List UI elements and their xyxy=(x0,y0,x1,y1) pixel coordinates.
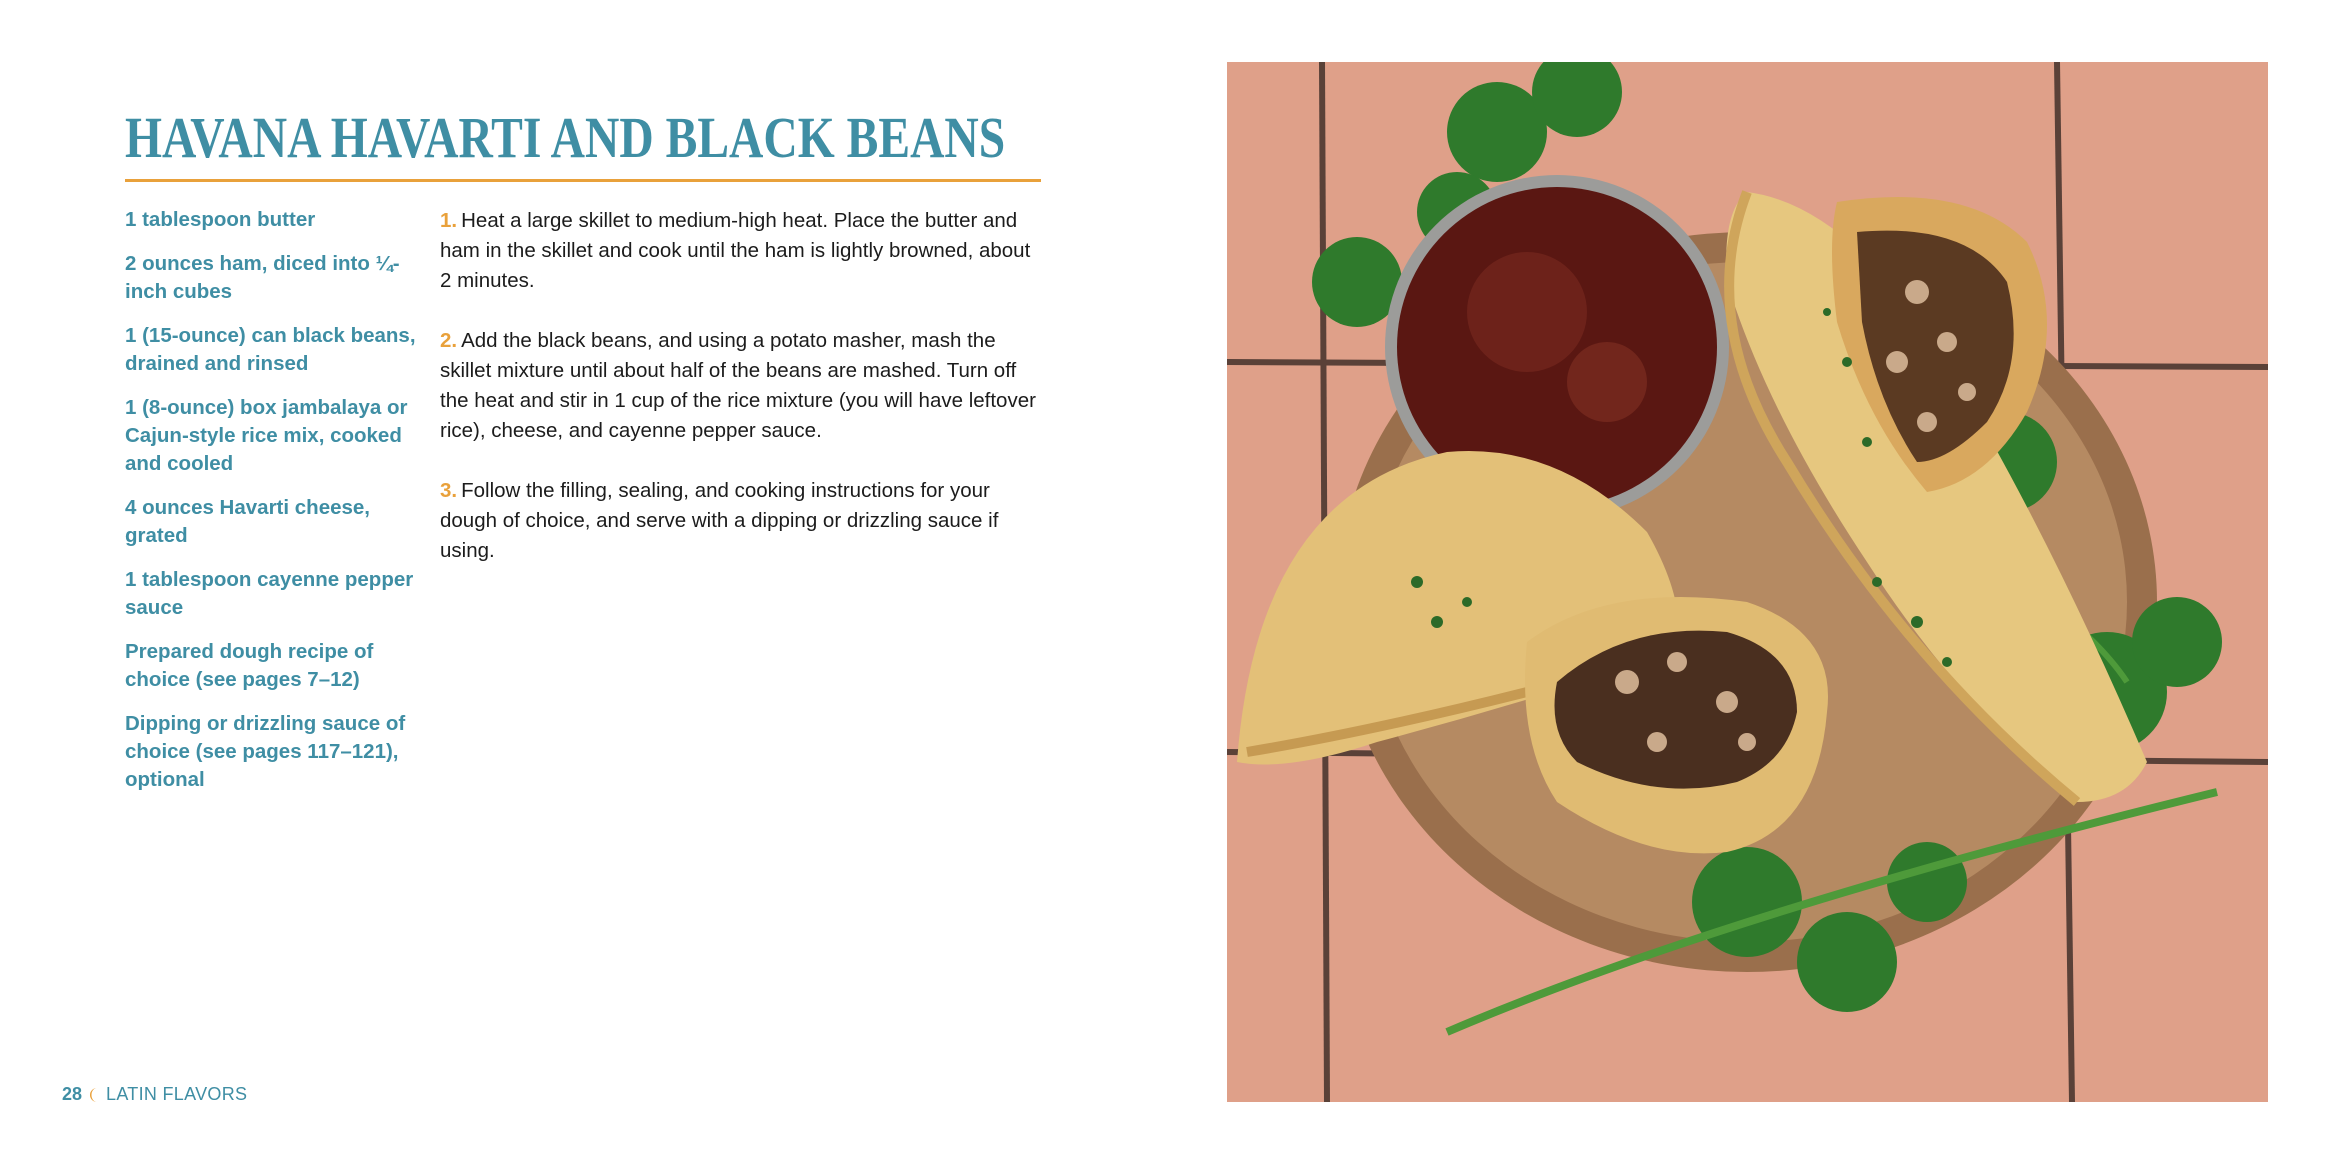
step-text: Heat a large skillet to medium-high heat. Place the butter and ham in the skillet and cook until the ham is lightly browned, about 2 minutes. xyxy=(440,209,1031,292)
instruction-step xyxy=(440,476,1045,566)
ingredient-item: 2 ounces ham, diced into ¼-inch cubes xyxy=(125,252,400,303)
section-name: LATIN FLAVORS xyxy=(106,1084,248,1104)
step-number: 3. xyxy=(440,479,458,502)
ingredient-item: Prepared dough recipe of choice (see pages 7–12) xyxy=(125,640,374,691)
step-text: Follow the filling, sealing, and cooking instructions for your dough of choice, and serve with a dipping or drizzling sauce if using. xyxy=(440,479,999,562)
photo-illustration xyxy=(1227,62,2268,1102)
step-number: 1. xyxy=(440,209,458,232)
ingredient-item: 4 ounces Havarti cheese, grated xyxy=(125,496,370,547)
ingredient-item: 1 tablespoon cayenne pepper sauce xyxy=(125,568,414,619)
instruction-step xyxy=(440,206,1045,296)
ingredient-item: 1 (15-ounce) can black beans, drained and rinsed xyxy=(125,324,416,375)
ingredient-item: Dipping or drizzling sauce of choice (see pages 117–121), optional xyxy=(125,712,406,791)
ingredient-list xyxy=(125,206,425,810)
ingredient-item: 1 tablespoon butter xyxy=(125,208,316,231)
page-footer xyxy=(62,1084,247,1105)
page-number: 28 xyxy=(62,1084,83,1104)
instruction-step xyxy=(440,326,1045,446)
instruction-list xyxy=(440,206,1045,596)
step-text: Add the black beans, and using a potato masher, mash the skillet mixture until about half of the beans are mashed. Turn off the heat and stir in 1 cup of the rice mixture (you will have leftover rice), cheese, and cayenne pepper sauce. xyxy=(440,329,1036,442)
empanadas-photo xyxy=(1227,62,2268,1102)
step-number: 2. xyxy=(440,329,458,352)
title-underline xyxy=(125,179,1041,182)
ingredient-item: 1 (8-ounce) box jambalaya or Cajun-style rice mix, cooked and cooled xyxy=(125,396,408,475)
recipe-title: HAVANA HAVARTI AND BLACK BEANS xyxy=(125,105,1006,170)
crescent-icon xyxy=(88,1087,100,1103)
